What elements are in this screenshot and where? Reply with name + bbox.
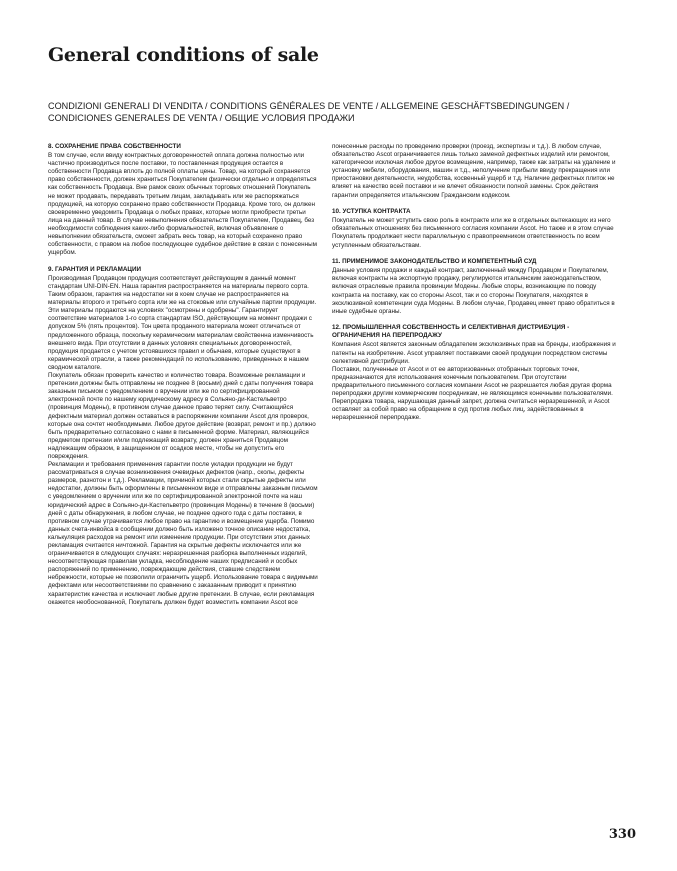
section-9-body-3: Рекламации и требования применения гарантии после укладки продукции не будут рассматриваться в случае возникновения очевидных дефектов (напр., сколы, дефекты размеров, разнотон и т.д.). Рекламации, причиной которых стали скрытые дефекты или недостатки, должны быть оформлены в письменном виде и отправлены заказным письмом с уведомлением о вручении или же по сертифицированной электронной почте на наш юридический адрес в Сольяно-ди-Кастельветро (провинция Модены) в течение 8 (восьми) дней с даты обнаружения, в любом случае, не позднее одного года с даты поставки, в противном случае утрачивается любое право на гарантию и возмещение ущерба. Помимо данных счета-инвойса в сообщении должно быть изложено точное описание недостатка, калькуляция расходов на ремонт или изменение продукции. При отсутствии этих данных рекламация считается ничтожной. Гарантия на скрытые дефекты исключается или же ограничивается в следующих случаях: неразрешенная разборка выполненных изделий, несоответствующая правилам укладка, несоблюдение наших предписаний и особых распоряжений по применению, повреждающие действия, ставшие следствием небрежности, которые не позволили ограничить ущерб. Использование товара с видимыми дефектами или несоответствиями по сравнению с заказанным приводит к принятию характеристик качества и исключает любые другие претензии. В случае, если рекламация окажется необоснованной, Покупатель должен будет возместить компании Ascot все xyxy=(48,461,318,606)
section-12 xyxy=(332,324,616,422)
section-9-heading: 9. ГАРАНТИЯ И РЕКЛАМАЦИИ xyxy=(48,265,142,273)
right-column xyxy=(332,143,616,431)
section-9-continued xyxy=(332,143,616,200)
left-column xyxy=(48,143,318,615)
section-9-body-continued: понесенные расходы по проведению проверки (проезд, экспертизы и т.д.). В любом случае, обязательство Ascot ограничивается лишь только заменой дефектных изделий или ремонтом, категорически исключая любое другое возмещение, например, также как затраты на удаление и установку мебели, оборудования, машин и т.д., неполучение прибыли ввиду прекращения или приостановки деятельности, неудобства, косвенный ущерб и т.д. Наличие дефектных плиток не влияет на качество всей поставки и не влечет обязанности полной замены. Срок действия гарантии определяется итальянским Гражданским кодексом. xyxy=(332,143,616,199)
section-9-body-1: Производимая Продавцом продукция соответствует действующим в данный момент стандартам UNI-DIN-EN. Наша гарантия распространяется на материалы первого сорта. Таким образом, гарантия на недостатки ни в коем случае не распространяется на материалы второго и третьего сорта или же на стоковые или случайные партии продукции. Эти материалы продаются на условиях "осмотрены и одобрены". Гарантирует соответствие материалов 1-го сорта стандартам ISO, действующим на момент продажи с допуском 5% (пять процентов). Тон цвета проданного материала может отличаться от предложенного образца, поскольку керамическим материалам свойственна изменчивость внешнего вида. При отсутствии в данных условиях специальных договоренностей, продукция продается с учетом устоявшихся правил и обычаев, которые существуют в керамической отрасли, а также рекомендаций по использованию, приведенных в нашем сводном каталоге. xyxy=(48,274,317,371)
section-10-heading: 10. УСТУПКА КОНТРАКТА xyxy=(332,208,411,216)
section-8-body: В том случае, если ввиду контрактных договоренностей оплата должна полностью или частично производиться после поставки, то поставленная продукция остается в собственности Продавца вплоть до полной оплаты цены. Товар, на который сохраняется право собственности, должен храниться Покупателем физически отдельно и определяться как собственность Продавца. Вне рамок своих обычных торговых отношений Покупатель не может продавать, передавать третьим лицам, закладывать или же распоряжаться продукцией, на которую сохранено право собственности Продавца. Кроме того, он должен своевременно уведомить Продавца о любых правах, которые могли приобрести третьи лица на данный товар. В случае невыполнения обязательств Покупателем, Продавец, без необходимости соблюдения каких-либо формальностей, включая объявление о невыполнении обязательств, сможет забрать весь товар, на который сохранено право собственности, с правом на любое последующее судебное действие в связи с понесенным ущербом. xyxy=(48,152,317,257)
section-12-body-1: Компания Ascot является законным обладателем эксклюзивных прав на бренды, изображения и патенты на изобретение. Ascot управляет поставками своей продукции посредством системы селективной дистрибуции. xyxy=(332,341,616,365)
section-8-heading: 8. СОХРАНЕНИЕ ПРАВА СОБСТВЕННОСТИ xyxy=(48,143,181,150)
section-10 xyxy=(332,208,616,249)
page-number: 330 xyxy=(608,827,636,842)
page-title: General conditions of sale xyxy=(48,44,319,66)
section-9-body-2: Покупатель обязан проверить качество и количество товара. Возможные рекламации и претензии должны быть отправлены не позднее 8 (восьми) дней с даты получения товара заказным письмом с уведомлением о вручении или же по сертифицированной электронной почте по нашему юридическому адресу в Сольяно-ди-Кастельветро (провинция Модены), в противном случае данное право теряет силу. Считающийся дефектным материал должен оставаться в распоряжении компании Ascot для проверок, которые она сочтет необходимыми. Любое другое действие (возврат, ремонт и пр.) должно быть предварительно согласовано с нами в письменной форме. Материал, являющийся предметом претензии и/или подлежащий возврату, должен храниться Продавцом надлежащим образом, в защищенном от осадков месте, чтобы не допустить его повреждения. xyxy=(48,372,316,460)
section-8 xyxy=(48,143,318,257)
section-11-body: Данные условия продажи и каждый контракт, заключенный между Продавцом и Покупателем, включая контракты на экспортную продажу, регулируются итальянским законодательством, включая отраслевые правила провинции Модены. Любые споры, возникающие по поводу контракта на поставку, как со стороны Ascot, так и со стороны Покупателя, находятся в эксклюзивной компетенции суда Модены. В любом случае, Продавец имеет право обратиться в иные судебные органы. xyxy=(332,267,615,315)
section-11-heading: 11. ПРИМЕНИМОЕ ЗАКОНОДАТЕЛЬСТВО И КОМПЕТЕНТНЫЙ СУД xyxy=(332,258,537,266)
section-11 xyxy=(332,258,616,316)
section-12-body-2: Поставки, полученные от Ascot и от ее авторизованных отобранных торговых точек, предназначаются для использования конечным пользователем. При отсутствии предварительного письменного согласия компании Ascot не разрешается любая другая форма перепродажи другим коммерческим посредникам, не являющимся конечными пользователями. Перепродажа товара, нарушающая данный запрет, должна считаться неразрешенной, и Ascot оставляет за собой право на обращение в суд против любых лиц, задействованных в неразрешенной перепродаже. xyxy=(332,365,613,422)
section-10-body: Покупатель не может уступить свою роль в контракте или же в отдельных вытекающих из него обязательных отношениях без письменного согласия компании Ascot. Но также и в этом случае Покупатель продолжает нести параллельную с правопреемником ответственность по всем уступленным обязательствам. xyxy=(332,217,614,249)
document-subtitle: CONDIZIONI GENERALI DI VENDITA / CONDITIONS GÉNÉRALES DE VENTE / ALLGEMEINE GESCHÄFTSBEDINGUNGEN / CONDICIONES GENERALES DE VENTA / ОБЩИЕ УСЛОВИЯ ПРОДАЖИ xyxy=(48,101,570,123)
section-12-heading: 12. ПРОМЫШЛЕННАЯ СОБСТВЕННОСТЬ И СЕЛЕКТИВНАЯ ДИСТРИБУЦИЯ - ОГРАНИЧЕНИЯ НА ПЕРЕПРОДАЖУ xyxy=(332,324,570,340)
section-9 xyxy=(48,266,318,607)
